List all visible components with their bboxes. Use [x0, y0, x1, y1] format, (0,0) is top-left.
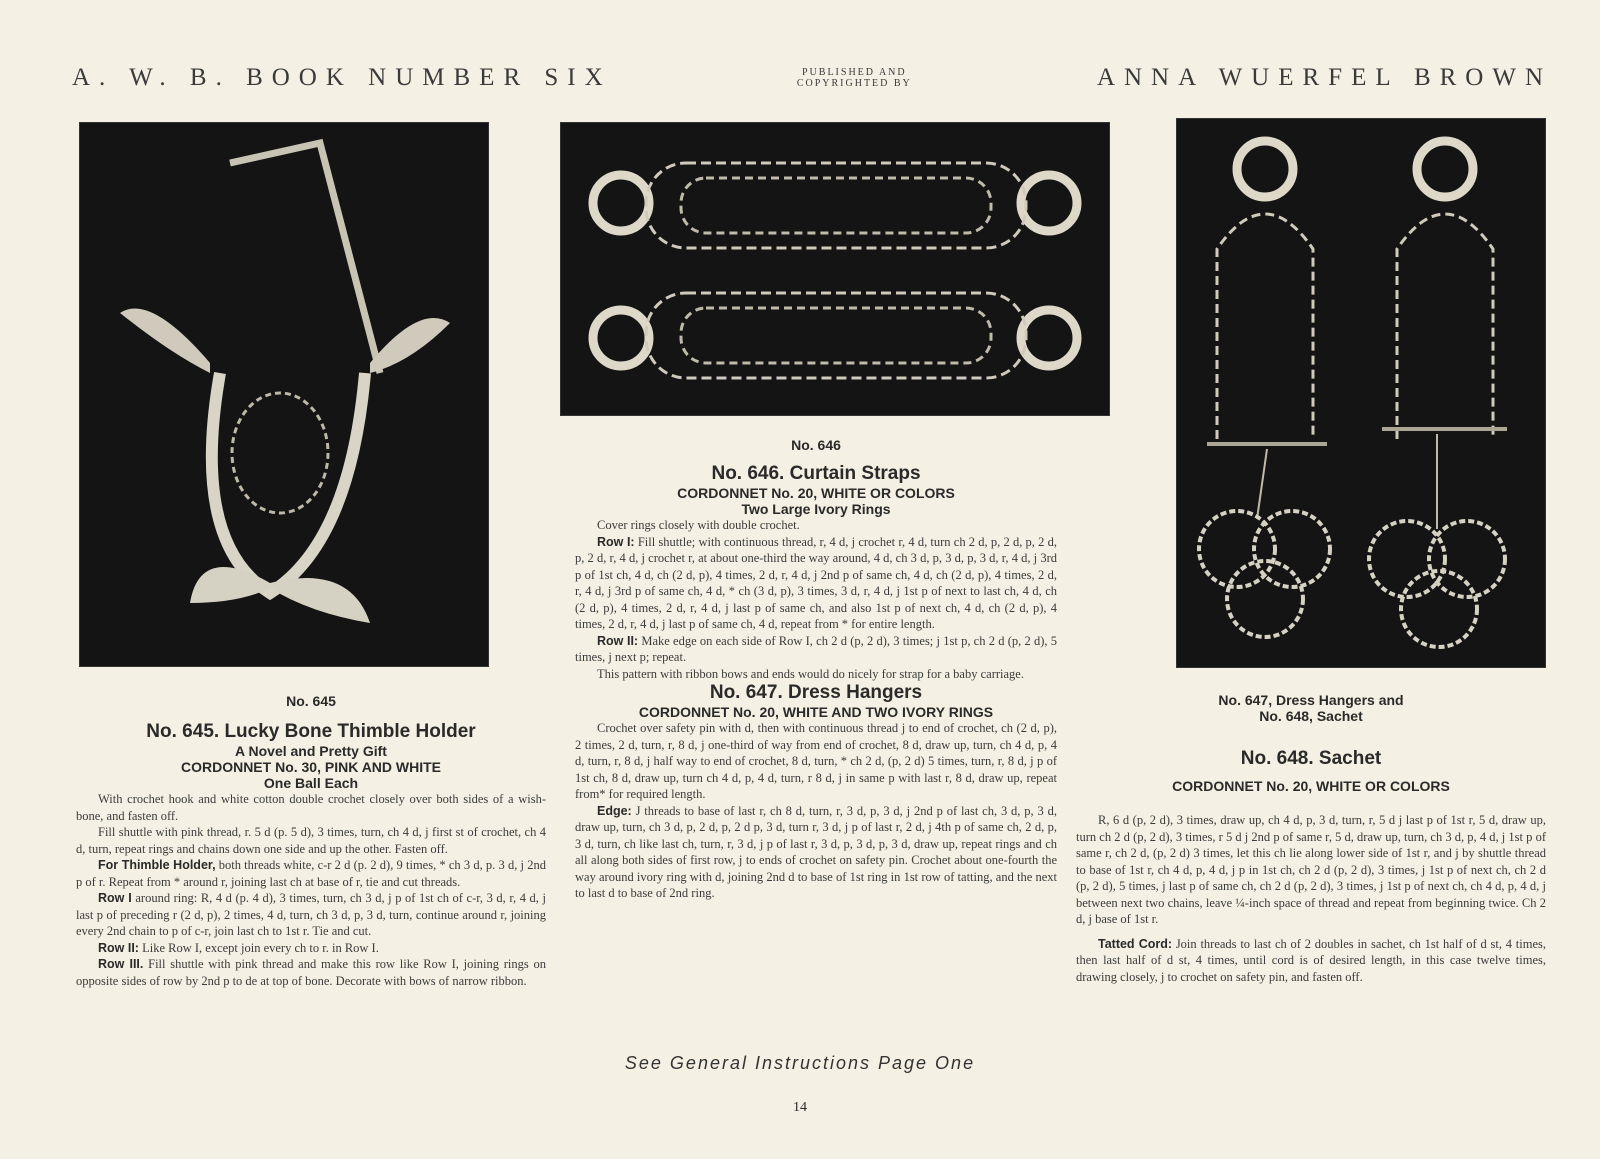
instructions-648: [1076, 812, 1546, 985]
column-645: [76, 693, 546, 989]
figure-label-645: No. 645: [286, 693, 336, 709]
paragraph: R, 6 d (p, 2 d), 3 times, draw up, ch 4 d, p, 3 d, turn, r, 5 d j last p of 1st r, 5 d, draw up, turn ch 2 d (p, 2 d), 3 times, r 5 d j 2nd p of same r, 5 d, draw up, turn, ch 3 d, p, 4 d, j 1st p of same r, ch 2 d, (p, 2 d) 3 times, let this ch lie along lower side of 1st r, and j by shuttle thread to base of 1st r, ch 4 d, p, 4 d, j p in 1st ch, ch 2 d (p, 2 d), 3 times, j 1st p of next ch, ch 2 d (p, 2 d), 5 times, j last p of same ch, ch 2 d (p, 2 d), 3 times, j 1st p of next ch, ch 4 d, p, 4 d, j between next two chains, leave ¼-inch space of thread and repeat from beginning twice. Ch 2 d, j base of 1st r.: [1076, 813, 1546, 926]
paragraph: With crochet hook and white cotton double crochet closely over both sides of a wish-bone, and fasten off.: [76, 792, 546, 823]
subheading-645-gift: A Novel and Pretty Gift: [235, 743, 387, 759]
heading-648: No. 648. Sachet: [1240, 748, 1382, 769]
curtain-straps-illustration: [561, 123, 1109, 415]
header-right: ANNA WUERFEL BROWN: [1096, 64, 1552, 91]
subheading-647-cordonnet: CORDONNET No. 20, WHITE AND TWO IVORY RINGS: [638, 704, 994, 720]
running-header: [72, 64, 1552, 92]
paragraph: Crochet over safety pin with d, then with continuous thread j to end of crochet, ch (2 d, p), 2 times, 2 d, turn, r, 8 d, j one-third of way from end of crochet, 8 d, draw up, turn, ch 4 d, p, 4 d, turn, r, 8 d, j half way to end of crochet, 8 d, turn, * ch 2 d, (p, 2 d) 5 times, turn, r, 8 d, j p of 1st ch, 8 d, draw up, turn ch 4 d, p, 4 d, turn, r 8 d, j in same p with last r, 8 d, draw up, repeat from* for required length.: [575, 721, 1057, 801]
paragraph: This pattern with ribbon bows and ends would do nicely for strap for a baby carriage.: [597, 666, 1024, 681]
subheading-645-cordonnet: CORDONNET No. 30, PINK AND WHITE: [180, 759, 442, 775]
paragraph: Edge: J threads to base of last r, ch 8 d, turn, r, 3 d, p, 3 d, j 2nd p of last ch, 3 d, p, 3 d, draw up, turn, ch 3 d, p, 2 d, p, 2 d p, 3 d, turn r, 3 d, j p of last r, 2 d, j 4th p of same ch, 2 d, p, 3 d, turn, ch like last ch, turn, r, 3 d, j p of last r, 3 d, p, 3 d, p, 3 d, draw up, repeat rings and ch all along both sides of first row, j to ends of crochet on safety pin. Crochet about one-fourth the way around ivory ring with d, joining 2nd d to base of 1st ring in 1st row of tatting, and the next to last d to base of 2nd ring.: [575, 803, 1057, 900]
heading-645: No. 645. Lucky Bone Thimble Holder: [146, 721, 476, 742]
subheading-646-cordonnet: CORDONNET No. 20, WHITE OR COLORS: [677, 485, 955, 501]
paragraph: Row III. Fill shuttle with pink thread and make this row like Row I, joining rings on opposite sides of row by 2nd p to de at top of bone. Decorate with bows of narrow ribbon.: [76, 957, 547, 988]
subheading-646-rings: Two Large Ivory Rings: [741, 501, 891, 517]
subheading-645-ball: One Ball Each: [263, 775, 359, 791]
column-646-647: [575, 437, 1057, 902]
paragraph: Cover rings closely with double crochet.: [597, 518, 800, 532]
instructions-645: [76, 791, 546, 989]
instructions-646: [575, 517, 1057, 682]
subheading-648-cordonnet: CORDONNET No. 20, WHITE OR COLORS: [1172, 778, 1450, 794]
paragraph: Tatted Cord: Join threads to last ch of 2 doubles in sachet, ch 1st half of d st, 4 times, then last half of d st, 4 times, until cord is of desired length, in this case twelve times, drawing closely, j to crochet on safety pin, and fasten off.: [1076, 936, 1546, 984]
instructions-647: [575, 720, 1057, 902]
figure-label-646: No. 646: [791, 437, 841, 453]
column-648: [1076, 692, 1546, 985]
paragraph: Fill shuttle with pink thread, r. 5 d (p. 5 d), 3 times, turn, ch 4 d, j first st of crochet, ch 4 d, turn, repeat rings and chains down one side and up the other. Fasten off.: [76, 825, 546, 856]
header-left: A. W. B. BOOK NUMBER SIX: [72, 64, 612, 91]
hangers-sachet-illustration: [1177, 119, 1545, 667]
heading-646: No. 646. Curtain Straps: [711, 463, 921, 484]
header-published: PUBLISHED AND COPYRIGHTED BY: [796, 67, 912, 89]
general-instructions-note: See General Instructions Page One: [624, 1053, 976, 1073]
paragraph: Row I around ring: R, 4 d (p. 4 d), 3 times, turn, ch 3 d, j p of 1st ch of c-r, 3 d, r, 4 d, j last p of preceding r (2 d, p), 2 times, 4 d, turn, ch 3 d, p, 3 d, turn, continue around r, joining every 2nd chain to p of c-r, join last ch to 1st r. Tie and cut.: [76, 891, 546, 938]
wishbone-illustration: [80, 123, 488, 666]
photo-646-curtain-straps: [560, 122, 1110, 416]
paragraph: For Thimble Holder, both threads white, c-r 2 d (p. 2 d), 9 times, * ch 3 d, p. 3 d, j 2nd p of r. Repeat from * around r, joining last ch at base of r, tie and cut threads.: [76, 858, 546, 889]
page-number: 14: [793, 1100, 807, 1115]
paragraph: Row II: Make edge on each side of Row I, ch 2 d (p, 2 d), 3 times; j 1st p, ch 2 d (p, 2 d), 5 times, j next p; repeat.: [575, 633, 1058, 664]
paragraph: Row II: Like Row I, except join every ch to r. in Row I.: [98, 940, 379, 955]
paragraph: Row I: Fill shuttle; with continuous thread, r, 4 d, j crochet r, 4 d, turn ch 2 d, p, 2 d, p, 2 d, p, 2 d, r, 4 d, j crochet r, at about one-third the way around, 4 d, ch 3 d, p, 3 d, p, 3 d, r, 4 d, j 3rd p of 1st ch, 4 d, ch (2 d, p), 4 times, 2 d, r, 4 d, j 2nd p of same ch, 4 d, ch (2 d, p), 4 times, 2 d, r, 4 d, j 3rd p of same ch, 4 d, * ch (3 d, p), 3 times, 3 d, r, 4 d, j 1st p of next to last ch, 4 d, ch (2 d, p), 4 times, 2 d, r, 4 d, j last p of same ch, and also 1st p of next ch, 4 d, ch (2 d, p), 4 times, 2 d, r, 4 d, j last p of same ch, 4 d, repeat from * for entire length.: [575, 534, 1057, 631]
figure-label-647-648: No. 647, Dress Hangers and No. 648, Sachet: [1218, 692, 1404, 724]
photo-647-648-hangers-sachet: [1176, 118, 1546, 668]
photo-645-thimble-holder: [79, 122, 489, 667]
heading-647: No. 647. Dress Hangers: [709, 682, 923, 703]
